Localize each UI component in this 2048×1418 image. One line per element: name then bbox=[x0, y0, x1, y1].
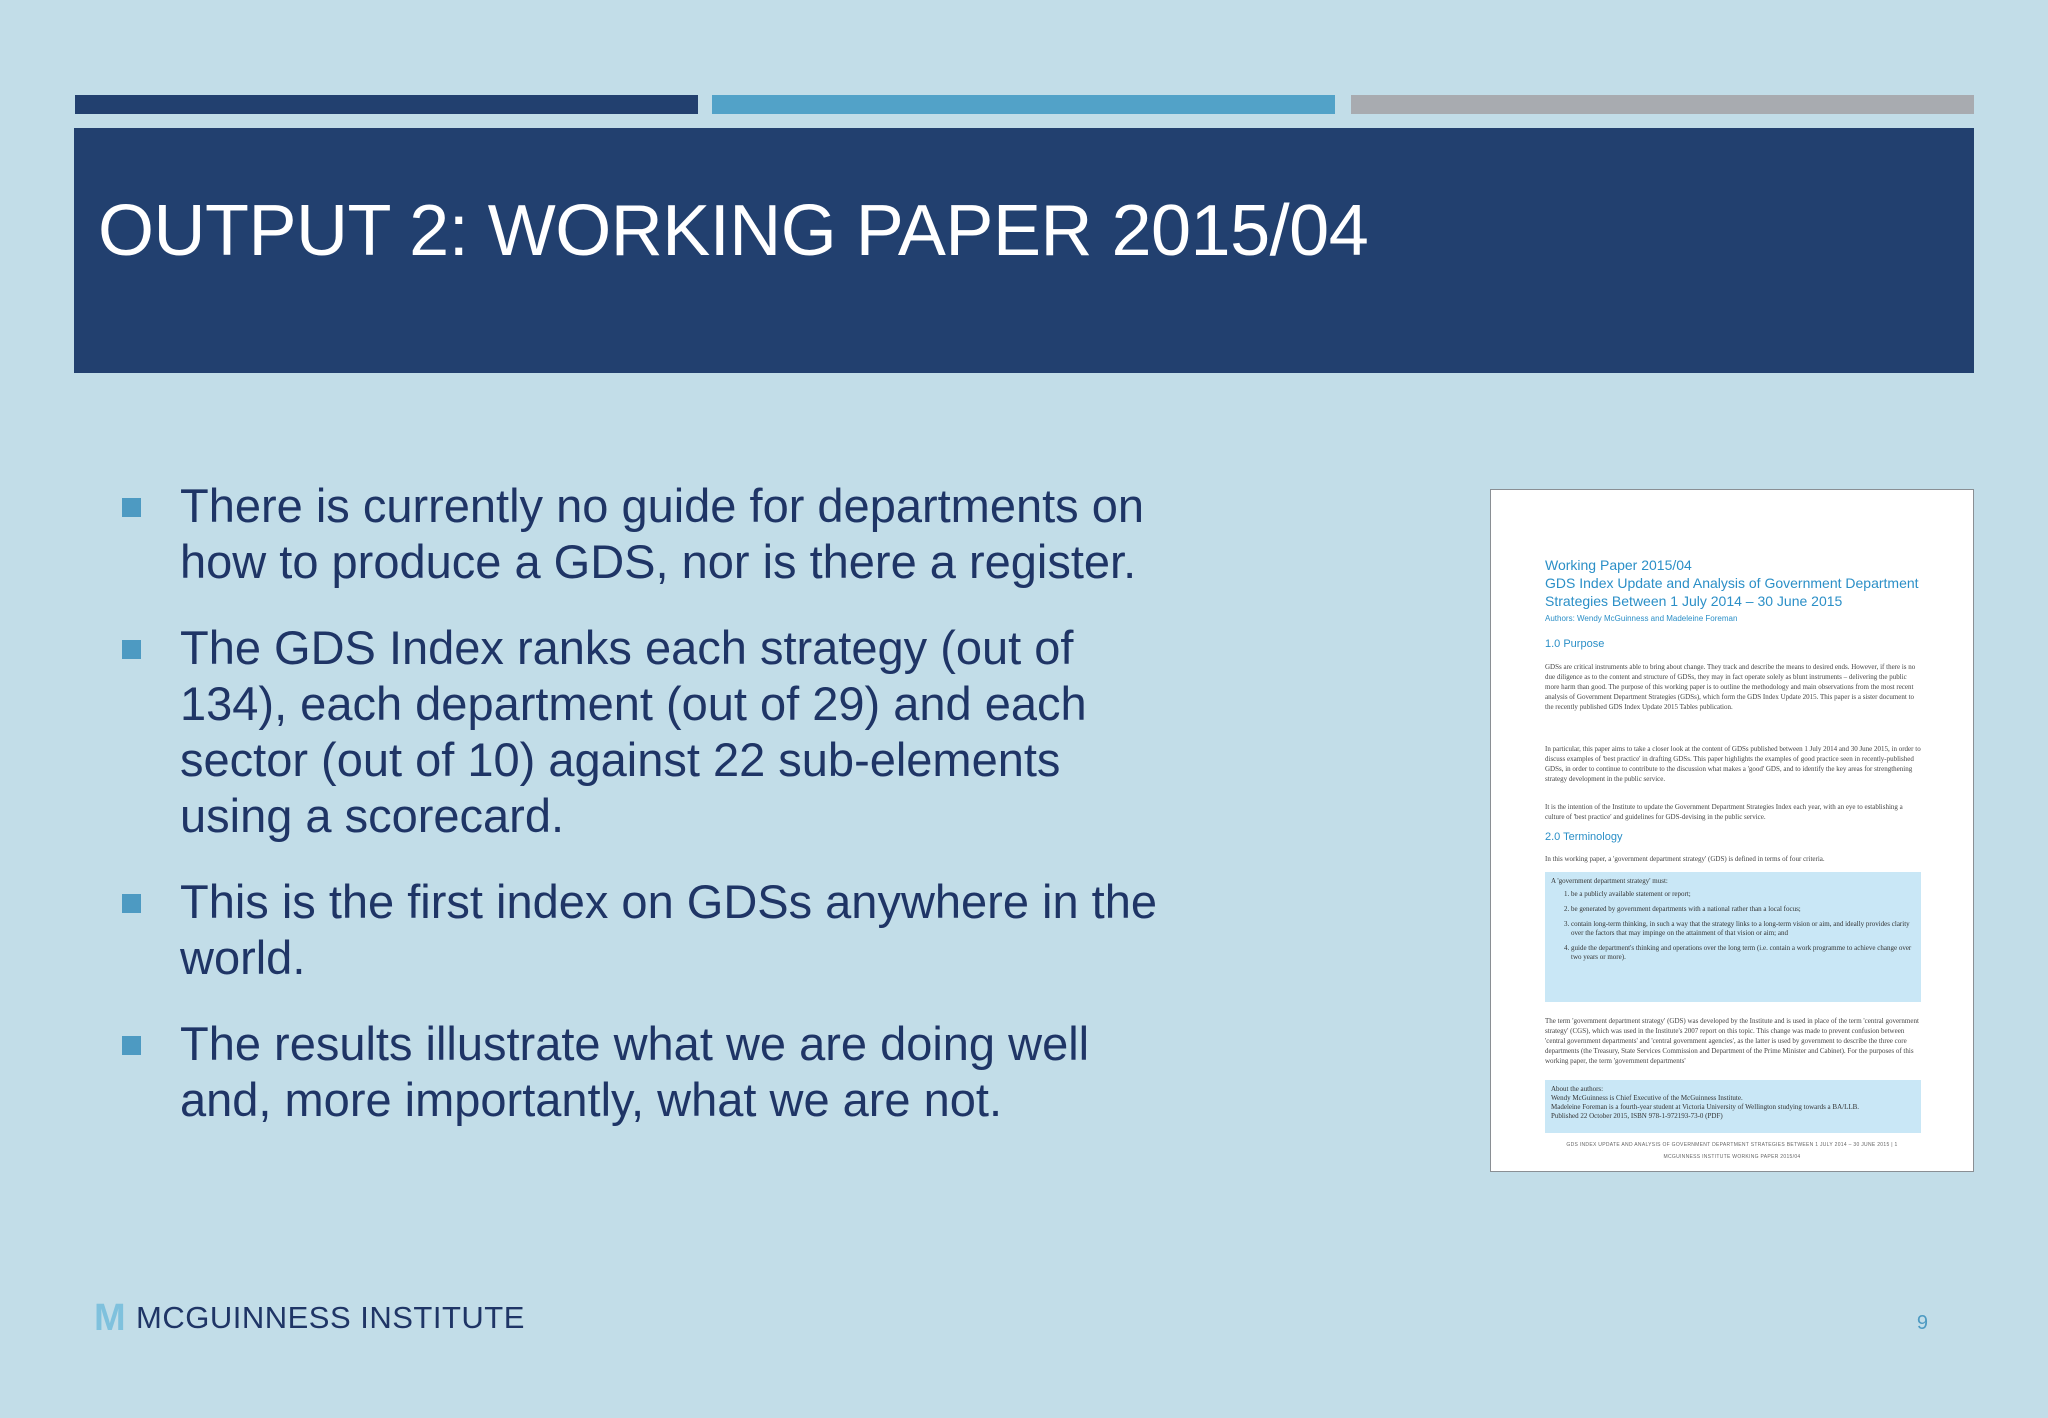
logo-mark-icon: M bbox=[94, 1297, 126, 1339]
bullet-item bbox=[118, 1016, 1158, 1128]
criteria-item: 3. contain long-term thinking, in such a way that the strategy links to a long-term vision or aim, and ideally provides clarity over the factors that may impinge on the attainment of that vision or aim; and bbox=[1571, 920, 1915, 938]
criteria-list bbox=[1551, 890, 1915, 962]
bullet-text: This is the first index on GDSs anywhere in the world. bbox=[180, 875, 1157, 984]
header-accent-bar-navy bbox=[75, 95, 698, 114]
paper-title bbox=[1545, 556, 1945, 610]
header-accent-bar-grey bbox=[1351, 95, 1974, 114]
logo-text: MCGUINNESS INSTITUTE bbox=[136, 1300, 525, 1335]
bullet-item bbox=[118, 478, 1158, 590]
criteria-item: 1. be a publicly available statement or report; bbox=[1571, 890, 1915, 899]
bullet-item bbox=[118, 620, 1158, 844]
about-line: Wendy McGuinness is Chief Executive of the McGuinness Institute. bbox=[1551, 1094, 1743, 1102]
about-heading: About the authors: bbox=[1551, 1085, 1604, 1093]
bullet-list bbox=[118, 478, 1158, 1158]
paper-paragraph: In this working paper, a 'government department strategy' (GDS) is defined in terms of four criteria. bbox=[1545, 855, 1825, 863]
paper-footer-line2: MCGUINNESS INSTITUTE WORKING PAPER 2015/04 bbox=[1663, 1154, 1801, 1160]
square-bullet-icon bbox=[122, 894, 141, 913]
paper-footer-line1: GDS INDEX UPDATE AND ANALYSIS OF GOVERNMENT DEPARTMENT STRATEGIES BETWEEN 1 JULY 2014 – 30 JUNE 2015 | 1 bbox=[1566, 1142, 1898, 1148]
header-accent-bar-blue bbox=[712, 95, 1335, 114]
paper-paragraph: In particular, this paper aims to take a closer look at the content of GDSs published between 1 July 2014 and 30 June 2015, in order to discuss examples of 'best practice' in drafting GDSs. This paper highlights the examples of good practice seen in recently-published GDSs, in order to continue to contribute to the discussion what makes a 'good' GDS, and to identify the key areas for strengthening strategy development in the public service. bbox=[1545, 745, 1921, 783]
page-number: 9 bbox=[1916, 1312, 1928, 1334]
criteria-heading: A 'government department strategy' must: bbox=[1551, 877, 1668, 885]
bullet-text: The results illustrate what we are doing well and, more importantly, what we are not. bbox=[180, 1017, 1090, 1126]
slide-title: OUTPUT 2: WORKING PAPER 2015/04 bbox=[98, 191, 1369, 271]
paper-section-terminology: 2.0 Terminology bbox=[1545, 831, 1623, 843]
paper-authors: Authors: Wendy McGuinness and Madeleine Foreman bbox=[1545, 614, 1738, 623]
paper-about-box bbox=[1545, 1080, 1921, 1133]
working-paper-thumbnail bbox=[1490, 489, 1974, 1172]
paper-title-line2: GDS Index Update and Analysis of Government Department Strategies Between 1 July 2014 – 30 June 2015 bbox=[1545, 575, 1919, 609]
bullet-text: The GDS Index ranks each strategy (out of 134), each department (out of 29) and each sector (out of 10) against 22 sub-elements using a scorecard. bbox=[180, 621, 1087, 842]
square-bullet-icon bbox=[122, 1036, 141, 1055]
paper-section-purpose: 1.0 Purpose bbox=[1545, 638, 1605, 650]
paper-paragraph: GDSs are critical instruments able to bring about change. They track and describe the means to desired ends. However, if there is no due diligence as to the content and structure of GDSs, they may in fact operate solely as blunt instruments – delivering the public more harm than good. The purpose of this working paper is to outline the methodology and main observations from the most recent analysis of Government Department Strategies (GDSs), which form the GDS Index Update 2015. This paper is a sister document to the recently published GDS Index Update 2015 Tables publication. bbox=[1545, 663, 1916, 711]
paper-paragraph: The term 'government department strategy' (GDS) was developed by the Institute and is used in place of the term 'central government strategy' (CGS), which was used in the Institute's 2007 report on this topic. This change was made to prevent confusion between 'central government departments' and 'central government agencies', as the latter is used by government to describe the three core departments (the Treasury, State Services Commission and Department of the Prime Minister and Cabinet). For the purposes of this working paper, the term 'government departments' bbox=[1545, 1017, 1919, 1065]
criteria-item: 4. guide the department's thinking and operations over the long term (i.e. contain a work programme to achieve change over two years or more). bbox=[1571, 944, 1915, 962]
paper-title-line1: Working Paper 2015/04 bbox=[1545, 557, 1692, 573]
bullet-text: There is currently no guide for departments on how to produce a GDS, nor is there a register. bbox=[180, 479, 1145, 588]
about-line: Madeleine Foreman is a fourth-year student at Victoria University of Wellington studying towards a BA/LLB. bbox=[1551, 1103, 1860, 1111]
about-line: Published 22 October 2015, ISBN 978-1-972193-73-0 (PDF) bbox=[1551, 1112, 1723, 1120]
square-bullet-icon bbox=[122, 640, 141, 659]
bullet-item bbox=[118, 874, 1158, 986]
paper-paragraph: It is the intention of the Institute to update the Government Department Strategies Index each year, with an eye to establishing a culture of 'best practice' and guidelines for GDS-devising in the public service. bbox=[1545, 803, 1903, 821]
paper-criteria-box bbox=[1545, 872, 1921, 1002]
square-bullet-icon bbox=[122, 498, 141, 517]
criteria-item: 2. be generated by government departments with a national rather than a local focus; bbox=[1571, 905, 1915, 914]
